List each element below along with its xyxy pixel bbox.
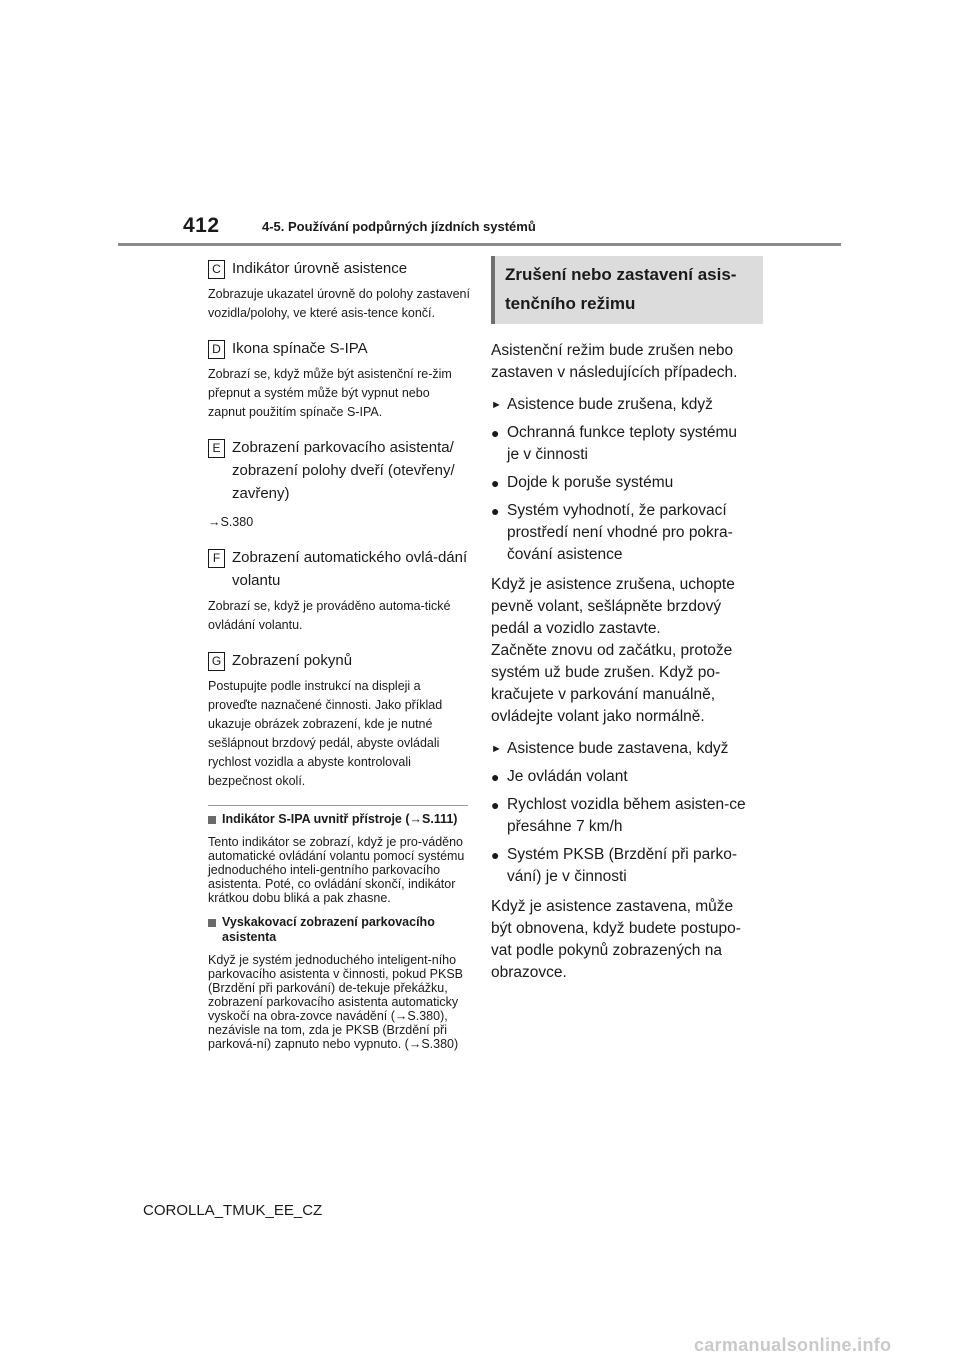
list-item: ● Rychlost vozidla během asisten-ce přesáhne 7 km/h <box>491 794 753 838</box>
bullet-dot-icon: ● <box>491 847 500 863</box>
stop-condition-heading: ► Asistence bude zastavena, když <box>491 738 753 760</box>
item-title: Zobrazení pokynů <box>232 652 353 669</box>
list-item: ● Ochranná funkce teploty systému je v činnosti <box>491 422 753 466</box>
item-title: Zobrazení automatického ovlá-dání volantu <box>232 549 468 589</box>
cancel-paragraph: Když je asistence zrušena, uchopte pevně volant, sešlápněte brzdový pedál a vozidlo zastavte. <box>491 576 735 637</box>
item-title: Zobrazení parkovacího asistenta/ zobrazení polohy dveří (otevřeny/ zavřeny) <box>232 439 455 502</box>
note-text: Tento indikátor se zobrazí, když je pro-váděno automatické ovládání volantu pomocí systému jednoduchého inteli-gentního parkovacího asistenta. Poté, co ovládání skončí, indikátor krátkou dobu bliká a pak zhasne. <box>208 835 465 905</box>
triangle-arrow-icon: ► <box>491 399 502 411</box>
square-bullet-icon <box>208 919 216 927</box>
item-description: Postupujte podle instrukcí na displeji a proveďte naznačené činnosti. Jako příklad ukazuje obrázek zobrazení, kde je nutné sešlápnout brzdový pedál, abyste ovládali rychlost vozidla a abyste kontrolovali bezpečnost okolí. <box>208 679 443 788</box>
notes-divider <box>208 805 468 806</box>
triangle-arrow-icon: ► <box>491 743 502 755</box>
item-letter-badge: C <box>208 260 225 279</box>
list-item: ● Systém vyhodnotí, že parkovací prostředí není vhodné pro pokra-čování asistence <box>491 500 753 566</box>
item-letter-badge: E <box>208 439 225 458</box>
cancel-condition-heading: ► Asistence bude zrušena, když <box>491 394 753 416</box>
legend-item-d <box>208 337 470 422</box>
legend-item-g <box>208 649 470 791</box>
bullet-dot-icon: ● <box>491 475 500 491</box>
item-title: Ikona spínače S-IPA <box>232 340 368 357</box>
item-description: Zobrazí se, když je prováděno automa-tické ovládání volantu. <box>208 599 451 632</box>
note-text: Když je systém jednoduchého inteligent-ního parkovacího asistenta v činnosti, pokud PKSB (Brzdění při parkování) de-tekuje překážku, zobrazení parkovacího asistenta automaticky vyskočí na obra-zovce navádění (→S.380), nezávisle na tom, zda je PKSB (Brzdění při parková-ní) zapnuto nebo vypnuto. (→S.380) <box>208 953 464 1051</box>
document-id: COROLLA_TMUK_EE_CZ <box>143 1202 323 1219</box>
left-column <box>208 257 470 1061</box>
legend-item-c <box>208 257 470 323</box>
item-description: Zobrazí se, když může být asistenční re-žim přepnut a systém může být vypnut nebo zapnut použitím spínače S-IPA. <box>208 367 452 419</box>
note-title: Indikátor S-IPA uvnitř přístroje (→S.111) <box>222 812 458 826</box>
legend-item-e <box>208 436 470 532</box>
stop-paragraph: Když je asistence zastavena, může být obnovena, když budete postupo-vat podle pokynů zobrazených na obrazovce. <box>491 898 741 981</box>
item-description: Zobrazuje ukazatel úrovně do polohy zastavení vozidla/polohy, ve které asis-tence končí. <box>208 287 470 320</box>
item-letter-badge: F <box>208 549 225 568</box>
item-title: Indikátor úrovně asistence <box>232 260 408 277</box>
list-item: ● Je ovládán volant <box>491 766 753 788</box>
watermark: carmanualsonline.info <box>694 1335 892 1355</box>
header-rule <box>118 243 841 246</box>
section-title: 4-5. Používání podpůrných jízdních systémů <box>262 219 536 234</box>
bullet-dot-icon: ● <box>491 797 500 813</box>
item-letter-badge: D <box>208 340 225 359</box>
cancel-paragraph-2: Začněte znovu od začátku, protože systém už bude zrušen. Když po-kračujete v parkování manuálně, ovládejte volant jako normálně. <box>491 642 733 725</box>
bullet-dot-icon: ● <box>491 425 500 441</box>
note-indicator <box>208 812 470 905</box>
note-popup-display <box>208 915 470 1051</box>
intro-paragraph: Asistenční režim bude zrušen nebo zastaven v následujících případech. <box>491 342 738 381</box>
page-number: 412 <box>183 214 220 237</box>
page-reference-link[interactable]: →S.380 <box>208 515 254 529</box>
legend-item-f <box>208 546 470 635</box>
note-title: Vyskakovací zobrazení parkovacího asistenta <box>222 915 435 944</box>
list-item: ● Dojde k poruše systému <box>491 472 753 494</box>
bullet-dot-icon: ● <box>491 503 500 519</box>
right-column <box>491 256 753 984</box>
section-heading: Zrušení nebo zastavení asis-tenčního režimu <box>491 256 763 324</box>
bullet-dot-icon: ● <box>491 769 500 785</box>
item-letter-badge: G <box>208 652 225 671</box>
square-bullet-icon <box>208 816 216 824</box>
list-item: ● Systém PKSB (Brzdění při parko-vání) je v činnosti <box>491 844 753 888</box>
